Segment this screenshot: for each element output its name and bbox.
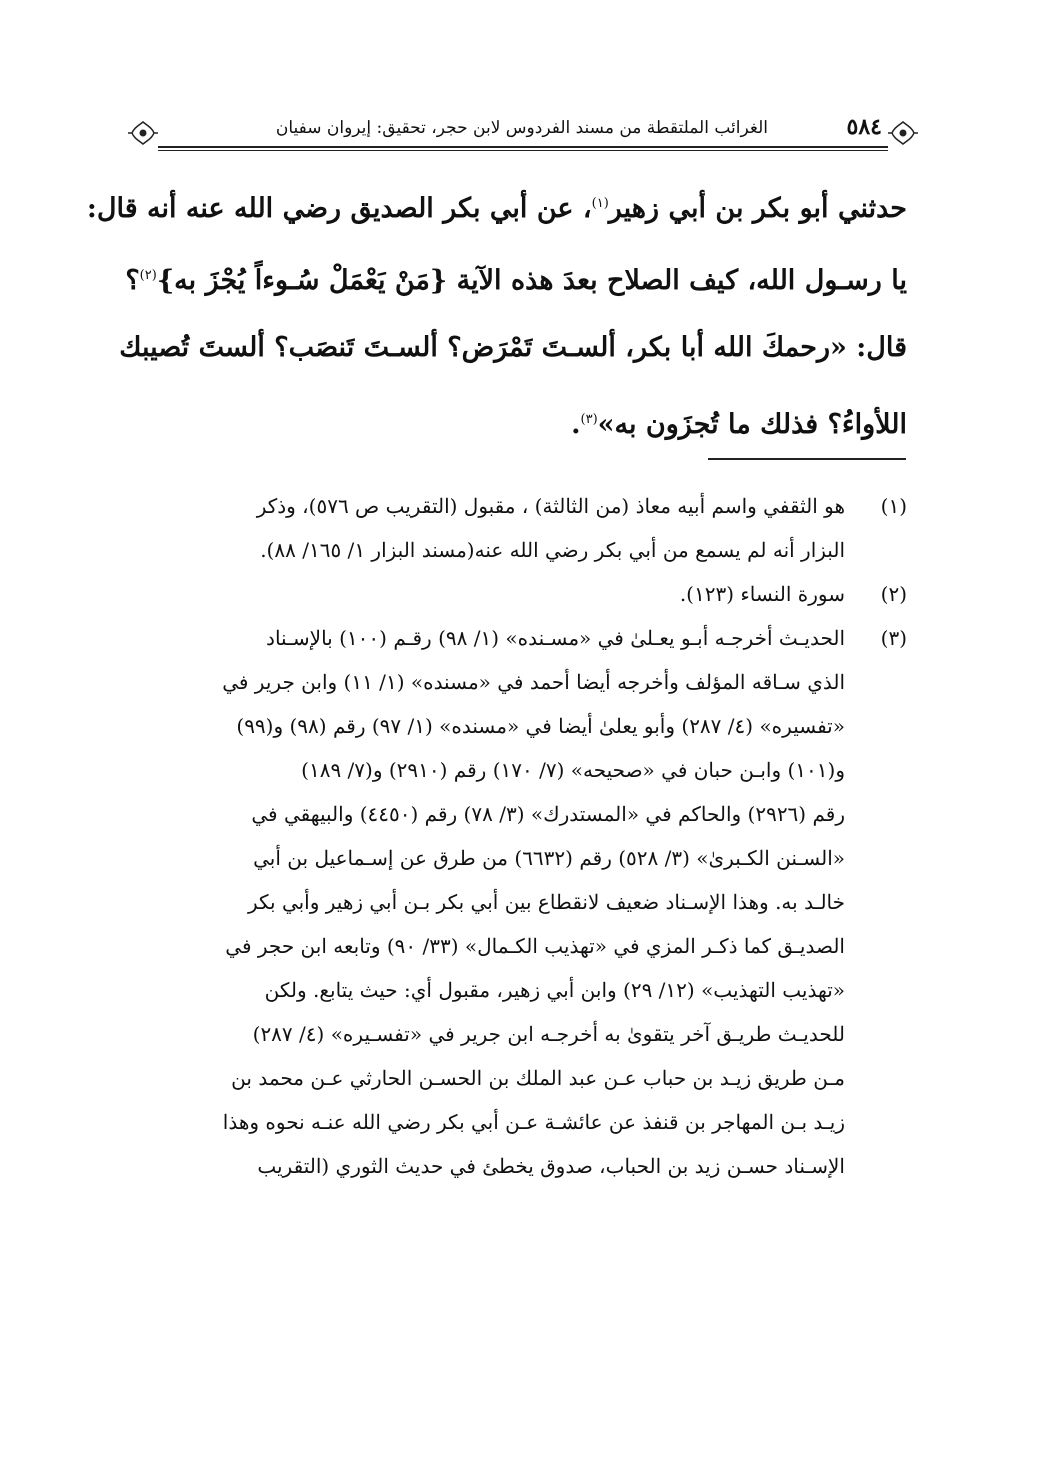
- footnote-number: (٢): [880, 582, 907, 606]
- main-line-4: [132, 384, 907, 456]
- main-line-3: [119, 312, 907, 384]
- page-number: ٥٨٤: [846, 114, 882, 140]
- footnote-body: [132, 572, 845, 616]
- footnote-line: «تهذيب التهذيب» (١٢/ ٢٩) وابن أبي زهير، مقبول أي: حيث يتابع. ولكن: [264, 978, 845, 1002]
- footnote-body: [132, 484, 845, 572]
- footnotes: [132, 484, 907, 1188]
- footnote-3: [132, 616, 907, 1188]
- main-line-2: [125, 240, 907, 312]
- header-rule-thin: [158, 150, 888, 151]
- main-line-text: قال: «رحمكَ الله أبا بكر، ألسـتَ تَمْرَض؟ ألسـتَ تَنصَب؟ ألستَ تُصيبك: [119, 332, 907, 363]
- footnote-marker-2[interactable]: (٢): [139, 268, 157, 283]
- footnote-number: (٣): [880, 626, 907, 650]
- footnote-line: سورة النساء (١٢٣).: [679, 582, 845, 606]
- footnote-2: [132, 572, 907, 616]
- floral-ornament-icon: [128, 118, 158, 148]
- footnote-number: (١): [880, 494, 907, 518]
- footnote-line: البزار أنه لم يسمع من أبي بكر رضي الله عنه(مسند البزار ١/ ١٦٥/ ٨٨).: [260, 538, 845, 562]
- footnote-line: الإسـناد حسـن زيد بن الحباب، صدوق يخطئ في حديث الثوري (التقريب: [257, 1154, 845, 1178]
- page-header: [128, 108, 918, 150]
- footnote-separator: [708, 458, 906, 460]
- footnote-line: خالـد به. وهذا الإسـناد ضعيف لانقطاع بين أبي بكر بـن أبي زهير وأبي بكر: [247, 890, 845, 914]
- footnote-line: زيـد بـن المهاجر بن قنفذ عن عائشـة عـن أبي بكر رضي الله عنـه نحوه وهذا: [222, 1110, 845, 1134]
- main-line-text: ؟: [125, 265, 140, 296]
- floral-ornament-icon: [888, 118, 918, 148]
- footnote-marker-1[interactable]: (١): [591, 196, 609, 211]
- header-rule: [158, 146, 888, 148]
- footnote-line: رقم (٢٩٢٦) والحاكم في «المستدرك» (٣/ ٧٨) رقم (٤٤٥٠) والبيهقي في: [251, 802, 845, 826]
- footnote-line: الذي سـاقه المؤلف وأخرجه أيضا أحمد في «مسنده» (١/ ١١) وابن جرير في: [222, 670, 845, 694]
- footnote-line: «السـنن الكـبرىٰ» (٣/ ٥٢٨) رقم (٦٦٣٢) من طرق عن إسـماعيل بن أبي: [253, 846, 845, 870]
- footnote-marker-3[interactable]: (٣): [580, 412, 598, 427]
- main-text: [86, 168, 907, 456]
- main-line-text: .: [571, 409, 581, 440]
- footnote-line: هو الثقفي واسم أبيه معاذ (من الثالثة) ، مقبول (التقريب ص ٥٧٦)، وذكر: [256, 494, 845, 518]
- running-header-title: الغرائب الملتقطة من مسند الفردوس لابن حجر، تحقيق: إيروان سفيان: [275, 118, 768, 138]
- footnote-line: للحديـث طريـق آخر يتقوىٰ به أخرجـه ابن جرير في «تفسـيره» (٤/ ٢٨٧): [252, 1022, 845, 1046]
- footnote-line: الحديـث أخرجـه أبـو يعـلىٰ في «مسـنده» (١/ ٩٨) رقـم (١٠٠) بالإسـناد: [266, 626, 845, 650]
- footnote-body: [132, 616, 845, 1188]
- footnote-line: مـن طريق زيـد بن حباب عـن عبد الملك بن الحسـن الحارثي عـن محمد بن: [231, 1066, 845, 1090]
- main-line-text: اللأواءُ؟ فذلك ما تُجزَون به»: [597, 409, 907, 440]
- main-line-text: يا رسـول الله، كيف الصلاح بعدَ هذه الآية {مَنْ يَعْمَلْ سُـوءاً يُجْزَ به}: [156, 265, 907, 296]
- footnote-line: و(١٠١) وابـن حبان في «صحيحه» (٧/ ١٧٠) رقم (٢٩١٠) و(٧/ ١٨٩): [301, 758, 845, 782]
- footnote-line: الصديـق كما ذكـر المزي في «تهذيب الكـمال» (٣٣/ ٩٠) وتابعه ابن حجر في: [225, 934, 845, 958]
- main-line-1: [86, 168, 907, 240]
- main-line-text: ، عن أبي بكر الصديق رضي الله عنه أنه قال:: [86, 193, 592, 224]
- footnote-1: [132, 484, 907, 572]
- main-line-text: حدثني أبو بكر بن أبي زهير: [608, 193, 907, 224]
- footnote-line: «تفسيره» (٤/ ٢٨٧) وأبو يعلىٰ أيضا في «مسنده» (١/ ٩٧) رقم (٩٨) و(٩٩): [236, 714, 845, 738]
